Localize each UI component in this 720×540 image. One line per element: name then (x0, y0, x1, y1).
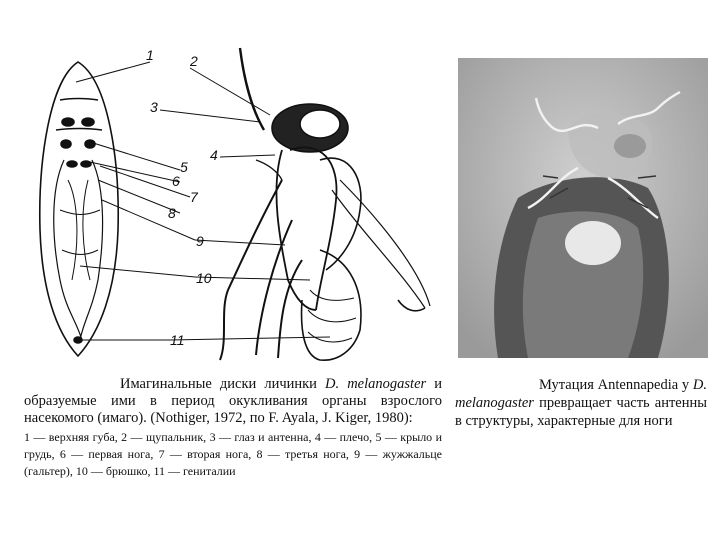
larva-drawing (40, 62, 118, 356)
larva-and-fly-figure (20, 40, 440, 370)
label-5: 5 (180, 159, 188, 175)
caption-right-species: D. melanogaster (455, 377, 707, 411)
label-3: 3 (150, 99, 158, 115)
label-2: 2 (190, 53, 198, 69)
label-1: 1 (146, 47, 154, 63)
label-10: 10 (196, 270, 212, 286)
label-4: 4 (210, 147, 218, 163)
caption-left-species: D. melanogaster (325, 376, 427, 392)
label-leader-lines (76, 62, 330, 340)
label-11: 11 (170, 332, 185, 348)
caption-right-lead: Мутация Antennapedia у (539, 377, 690, 393)
figure-labels (146, 47, 218, 348)
caption-right-body: превращает часть антенны в структуры, характерные для ноги (455, 395, 707, 429)
label-7: 7 (190, 189, 198, 205)
adult-fly-drawing (220, 48, 430, 360)
figure-caption-left (24, 376, 442, 480)
label-6: 6 (172, 173, 180, 189)
caption-left-legend: 1 — верхняя губа, 2 — щупальник, 3 — глаз и антенна, 4 — плечо, 5 — крыло и грудь, 6 — первая нога, 7 — вторая нога, 8 — третья нога, 9 — жужжальце (гальтер), 10 — брюшко, 11 — гениталии (24, 430, 442, 478)
caption-left-body: и образуемые ими в период окукливания органы взрослого насекомого (имаго). (Nothiger, 1972, по F. Ayala, J. Kiger, 1980): (24, 376, 442, 426)
label-8: 8 (168, 205, 176, 221)
antennapedia-photo (458, 58, 708, 358)
figure-caption-right (455, 376, 707, 430)
label-9: 9 (196, 233, 204, 249)
caption-left-lead: Имагинальные диски личинки (120, 376, 317, 392)
